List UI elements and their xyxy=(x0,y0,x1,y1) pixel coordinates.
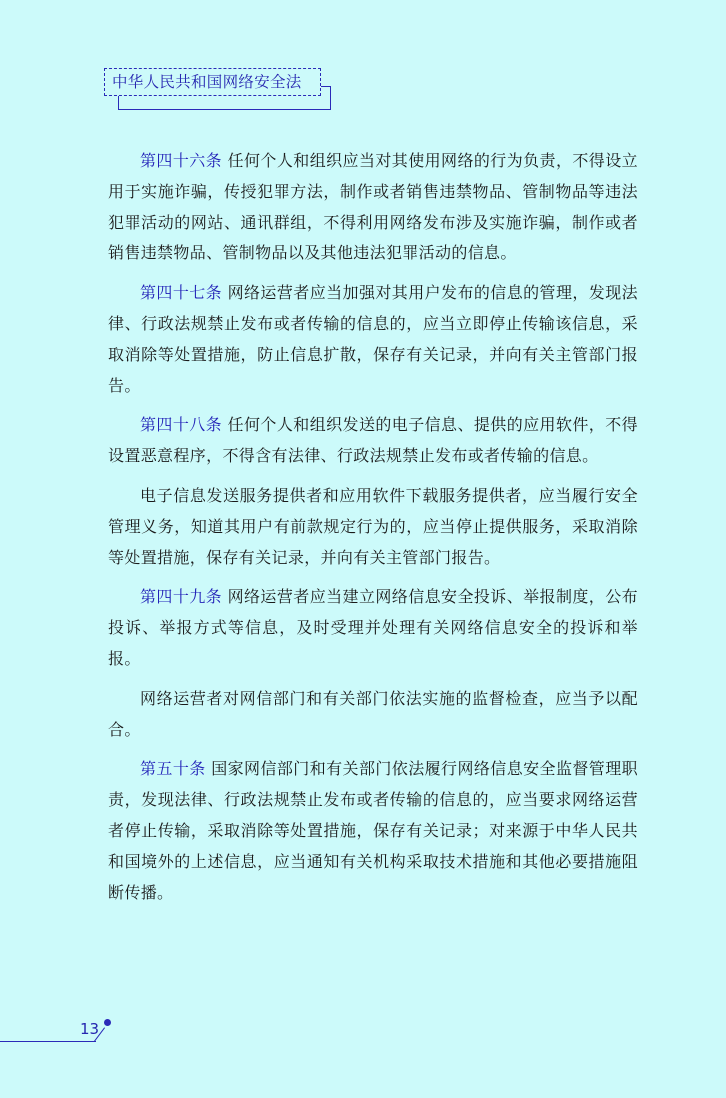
page-number: 13 xyxy=(80,1020,100,1038)
paragraph-article-49 xyxy=(108,582,638,674)
article-text: 网络运营者应当加强对其用户发布的信息的管理，发现法律、行政法规禁止发布或者传输的信息的，应当立即停止传输该信息，采取消除等处置措施，防止信息扩散，保存有关记录，并向有关主管部门报告。 xyxy=(108,283,638,395)
article-text: 国家网信部门和有关部门依法履行网络信息安全监督管理职责，发现法律、行政法规禁止发布或者传输的信息的，应当要求网络运营者停止传输，采取消除等处置措施，保存有关记录；对来源于中华人民共和国境外的上述信息，应当通知有关机构采取技术措施和其他必要措施阻断传播。 xyxy=(108,759,638,902)
article-number: 第四十七条 xyxy=(140,283,223,303)
paragraph-article-46 xyxy=(108,146,638,269)
paragraph-article-50 xyxy=(108,754,638,908)
law-title: 中华人民共和国网络安全法 xyxy=(112,73,302,91)
footer-dot-icon xyxy=(104,1019,111,1026)
article-number: 第五十条 xyxy=(140,759,206,779)
header-bracket-line xyxy=(330,86,331,109)
article-text: 任何个人和组织发送的电子信息、提供的应用软件，不得设置恶意程序，不得含有法律、行政法规禁止发布或者传输的信息。 xyxy=(108,415,638,466)
article-number: 第四十九条 xyxy=(140,587,223,607)
article-body xyxy=(108,146,638,917)
article-number: 第四十六条 xyxy=(140,151,223,170)
footer-rule xyxy=(0,1041,96,1042)
article-text: 电子信息发送服务提供者和应用软件下载服务提供者，应当履行安全管理义务，知道其用户有前款规定行为的，应当停止提供服务，采取消除等处置措施，保存有关记录，并向有关主管部门报告。 xyxy=(108,485,638,567)
header-underline xyxy=(118,109,331,110)
paragraph-article-48 xyxy=(108,410,638,472)
article-number: 第四十八条 xyxy=(140,415,223,435)
article-text: 任何个人和组织应当对其使用网络的行为负责，不得设立用于实施诈骗，传授犯罪方法，制作或者销售违禁物品、管制物品等违法犯罪活动的网站、通讯群组，不得利用网络发布涉及实施诈骗，制作或者销售违禁物品、管制物品以及其他违法犯罪活动的信息。 xyxy=(108,151,638,263)
running-header xyxy=(104,68,334,112)
article-text: 网络运营者对网信部门和有关部门依法实施的监督检查，应当予以配合。 xyxy=(108,688,638,739)
header-bracket-tick xyxy=(118,96,119,109)
paragraph-article-47 xyxy=(108,278,638,401)
paragraph-article-49-clause-2 xyxy=(108,684,638,746)
article-text: 网络运营者应当建立网络信息安全投诉、举报制度，公布投诉、举报方式等信息，及时受理并处理有关网络信息安全的投诉和举报。 xyxy=(108,587,638,668)
paragraph-article-48-clause-2 xyxy=(108,481,638,573)
